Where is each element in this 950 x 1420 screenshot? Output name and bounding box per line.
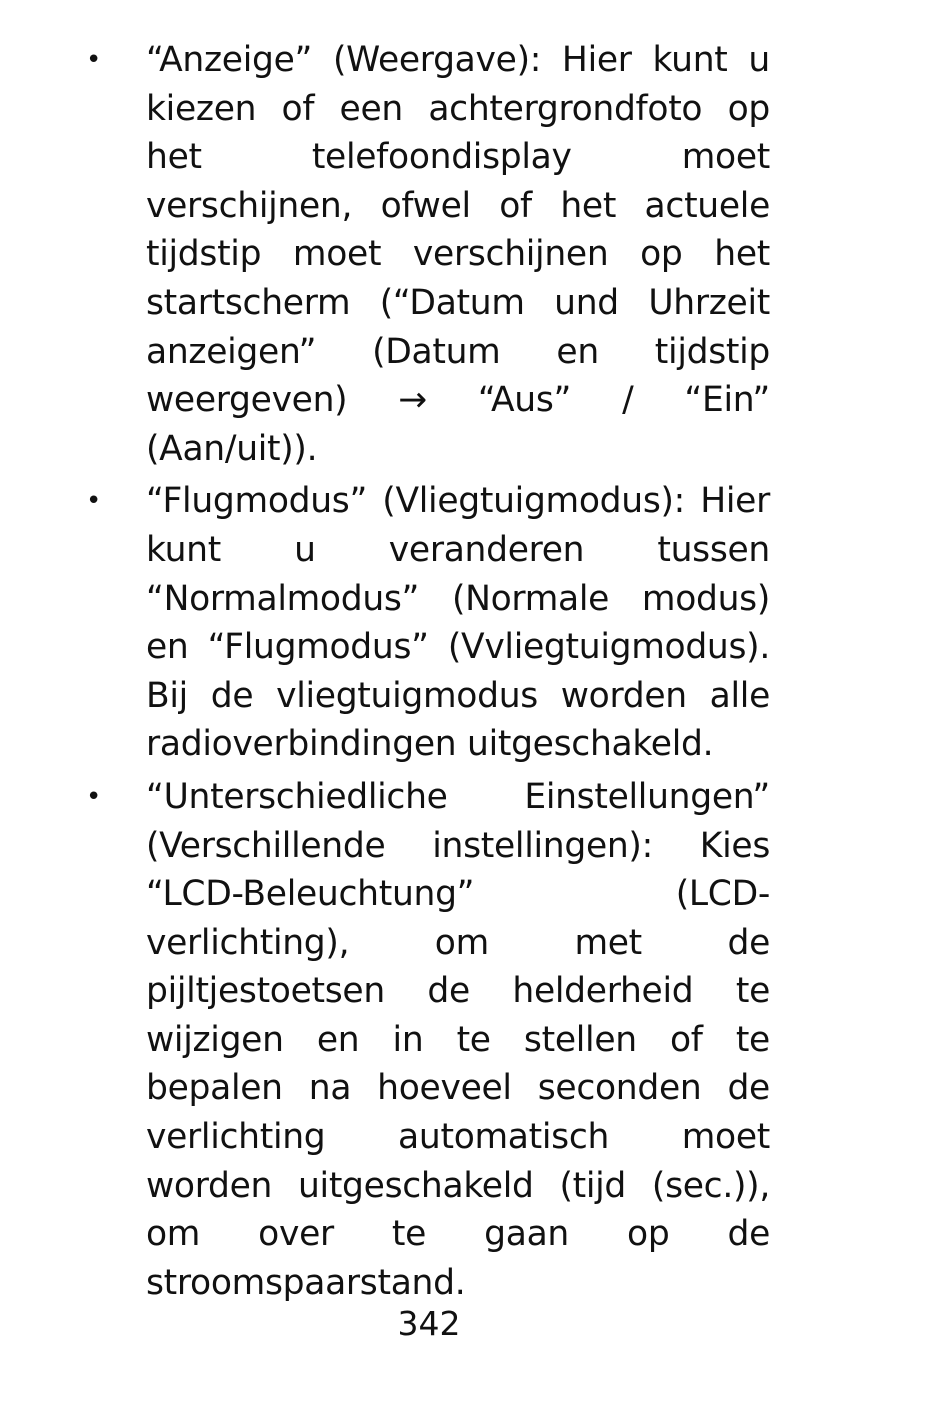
bullet-list bbox=[86, 36, 770, 1311]
bullet-marker: • bbox=[86, 486, 102, 517]
page-number: 342 bbox=[397, 1304, 461, 1343]
bullet-text-various-settings: “Unterschiedliche Einstellungen” (Verschillende instellingen): Kies “LCD-Beleuchtung” (LCD-verlichting), om met de pijltjestoetsen de helderheid te wijzigen en in te stellen of te bepalen na hoeveel seconden de verlichting automatisch moet worden uitgeschakeld (tijd (sec.)), om over te gaan op de stroomspaarstand. bbox=[146, 776, 770, 1303]
bullet-item-various-settings bbox=[86, 773, 770, 1308]
bullet-marker: • bbox=[86, 781, 102, 812]
bullet-marker: • bbox=[86, 45, 102, 75]
bullet-item-flight-mode bbox=[86, 477, 770, 769]
bullet-item-display bbox=[86, 36, 770, 473]
bullet-text-flight-mode: “Flugmodus” (Vliegtuigmodus): Hier kunt u veranderen tussen “Normalmodus” (Normale modus) en “Flugmodus” (Vvliegtuigmodus). Bij de vliegtuigmodus worden alle radioverbindingen uitgeschakeld. bbox=[146, 481, 770, 765]
bullet-text-display: “Anzeige” (Weergave): Hier kunt u kiezen of een achtergrondfoto op het telefoondisplay moet verschijnen, ofwel of het actuele tijdstip moet verschijnen op het startscherm (“Datum und Uhrzeit anzeigen” (Datum en tijdstip weergeven) → “Aus” / “Ein” (Aan/uit)). bbox=[146, 40, 770, 469]
